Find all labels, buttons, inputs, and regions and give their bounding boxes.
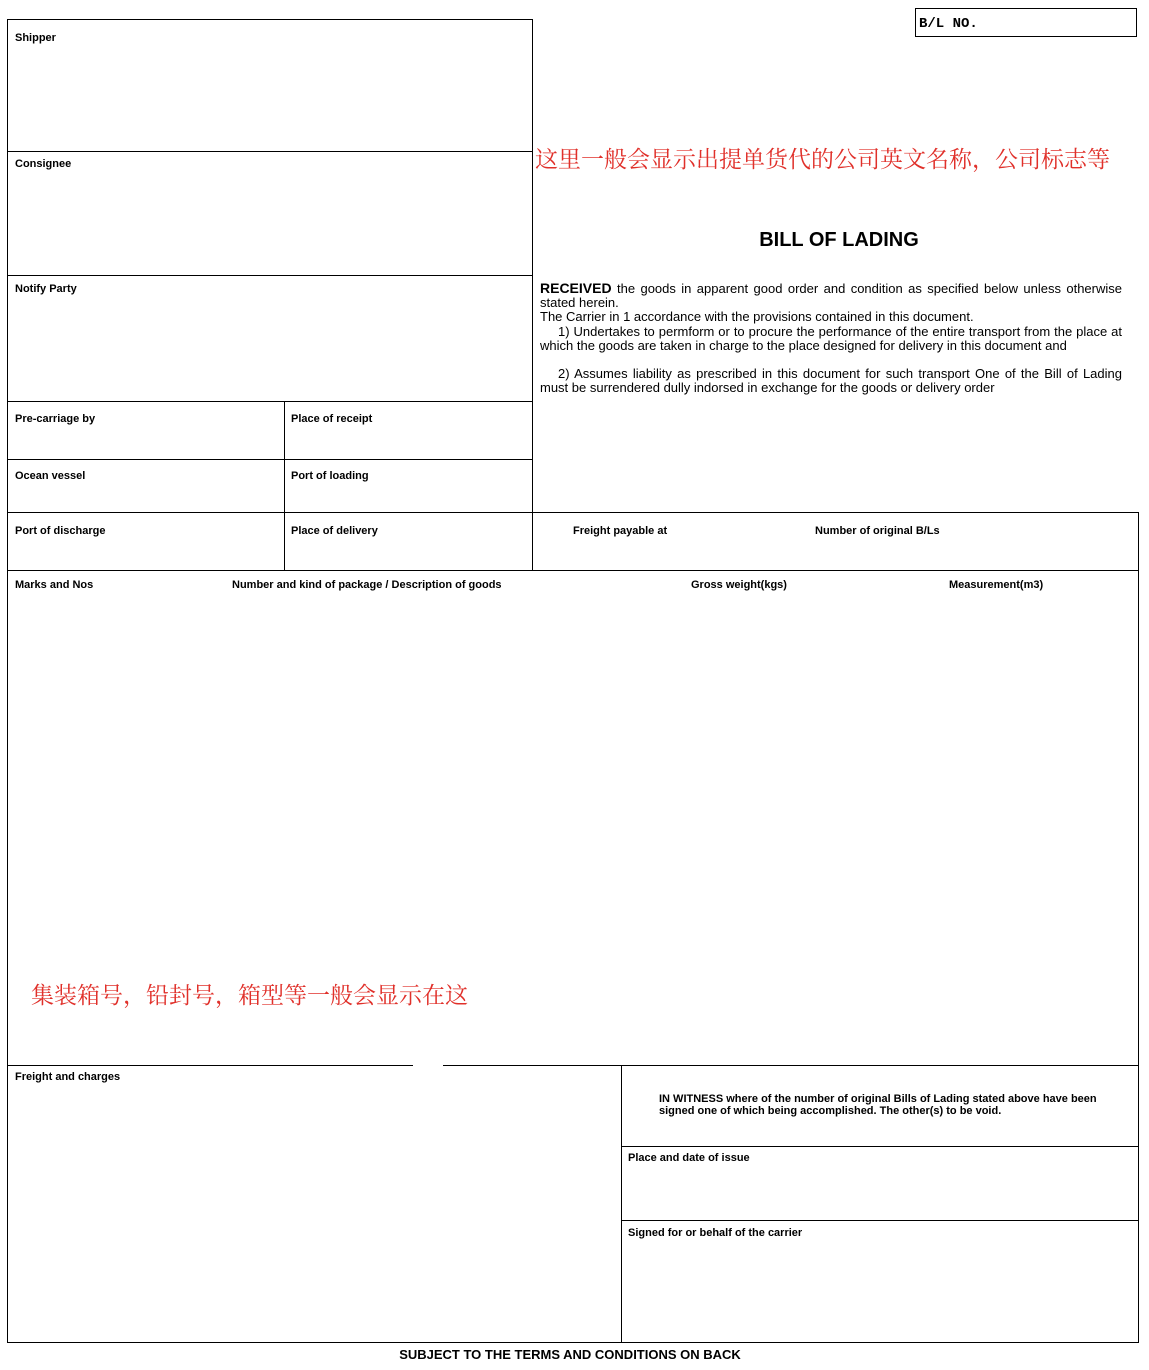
shipper-label: Shipper <box>15 32 56 44</box>
in-witness-text: IN WITNESS where of the number of original Bills of Lading stated above have been signed one of which being accomplished. The other(s) to be void. <box>659 1093 1097 1117</box>
signed-carrier-label: Signed for or behalf of the carrier <box>628 1227 803 1239</box>
col-description: Number and kind of package / Description of goods <box>232 579 502 591</box>
terms-footer: SUBJECT TO THE TERMS AND CONDITIONS ON BACK <box>399 1347 741 1362</box>
top-border <box>7 19 533 20</box>
ocean-vessel-label: Ocean vessel <box>15 470 86 482</box>
document-title: BILL OF LADING <box>759 229 919 251</box>
col-gross-weight: Gross weight(kgs) <box>691 579 787 591</box>
col-measurement: Measurement(m3) <box>949 579 1044 591</box>
freight-payable-field[interactable] <box>534 540 804 569</box>
container-annotation: 集装箱号，铅封号，箱型等一般会显示在这 <box>31 983 468 1009</box>
divider-notify <box>7 275 533 276</box>
pre-carriage-label: Pre-carriage by <box>15 413 96 425</box>
place-date-issue-label: Place and date of issue <box>628 1152 750 1164</box>
divider-goods <box>7 570 1139 571</box>
place-of-delivery-label: Place of delivery <box>291 525 378 537</box>
left-block-divider <box>532 19 533 571</box>
notify-party-field[interactable] <box>8 299 531 400</box>
freight-charges-label: Freight and charges <box>15 1071 121 1083</box>
notify-party-label: Notify Party <box>15 283 77 295</box>
place-date-issue-field[interactable] <box>622 1167 1137 1219</box>
received-heading: RECEIVED <box>540 280 612 296</box>
consignee-label: Consignee <box>15 158 72 170</box>
port-of-discharge-field[interactable] <box>8 540 283 569</box>
col-marks-nos: Marks and Nos <box>15 579 94 591</box>
received-text: the goods in apparent good order and condition as specified below unless otherwise stated herein. <box>540 281 1122 311</box>
original-bls-label: Number of original B/Ls <box>815 525 940 537</box>
divider-freight-right <box>443 1065 1139 1066</box>
place-of-receipt-label: Place of receipt <box>291 413 373 425</box>
divider-freight-left <box>7 1065 413 1066</box>
divider-discharge <box>7 512 1139 513</box>
ocean-vessel-field[interactable] <box>8 485 283 511</box>
place-of-receipt-field[interactable] <box>285 428 531 458</box>
consignee-field[interactable] <box>8 174 531 274</box>
divider-precarriage <box>7 401 533 402</box>
bottom-border <box>7 1342 1139 1343</box>
clause-2: 2) Assumes liability as prescribed in this document for such transport One of the Bill of Lading must be surrendered dully indorsed in exchange for the goods or delivery order <box>540 366 1122 396</box>
divider-issue <box>621 1146 1139 1147</box>
bl-number-label: B/L NO. <box>919 16 978 32</box>
port-of-loading-label: Port of loading <box>291 470 369 482</box>
clause-1: 1) Undertakes to permform or to procure the performance of the entire transport from the place at which the goods are taken in charge to the place designed for delivery in this document and <box>540 323 1122 353</box>
original-bls-field[interactable] <box>806 540 1137 569</box>
divider-vessel <box>7 459 533 460</box>
pre-carriage-field[interactable] <box>8 428 283 458</box>
shipper-field[interactable] <box>8 48 531 150</box>
port-of-loading-field[interactable] <box>285 485 531 511</box>
right-border <box>1138 512 1139 1343</box>
freight-payable-label: Freight payable at <box>573 525 668 537</box>
bl-number-field[interactable] <box>915 8 1137 37</box>
port-of-discharge-label: Port of discharge <box>15 525 106 537</box>
freight-charges-field[interactable] <box>8 1087 620 1341</box>
divider-signed <box>621 1220 1139 1221</box>
divider-consignee <box>7 151 533 152</box>
terms-paragraph <box>540 281 1122 395</box>
place-of-delivery-field[interactable] <box>285 540 531 569</box>
carrier-text: The Carrier in 1 accordance with the provisions contained in this document. <box>540 309 974 325</box>
company-annotation: 这里一般会显示出提单货代的公司英文名称，公司标志等 <box>535 147 1110 173</box>
signature-field[interactable] <box>622 1242 1137 1341</box>
